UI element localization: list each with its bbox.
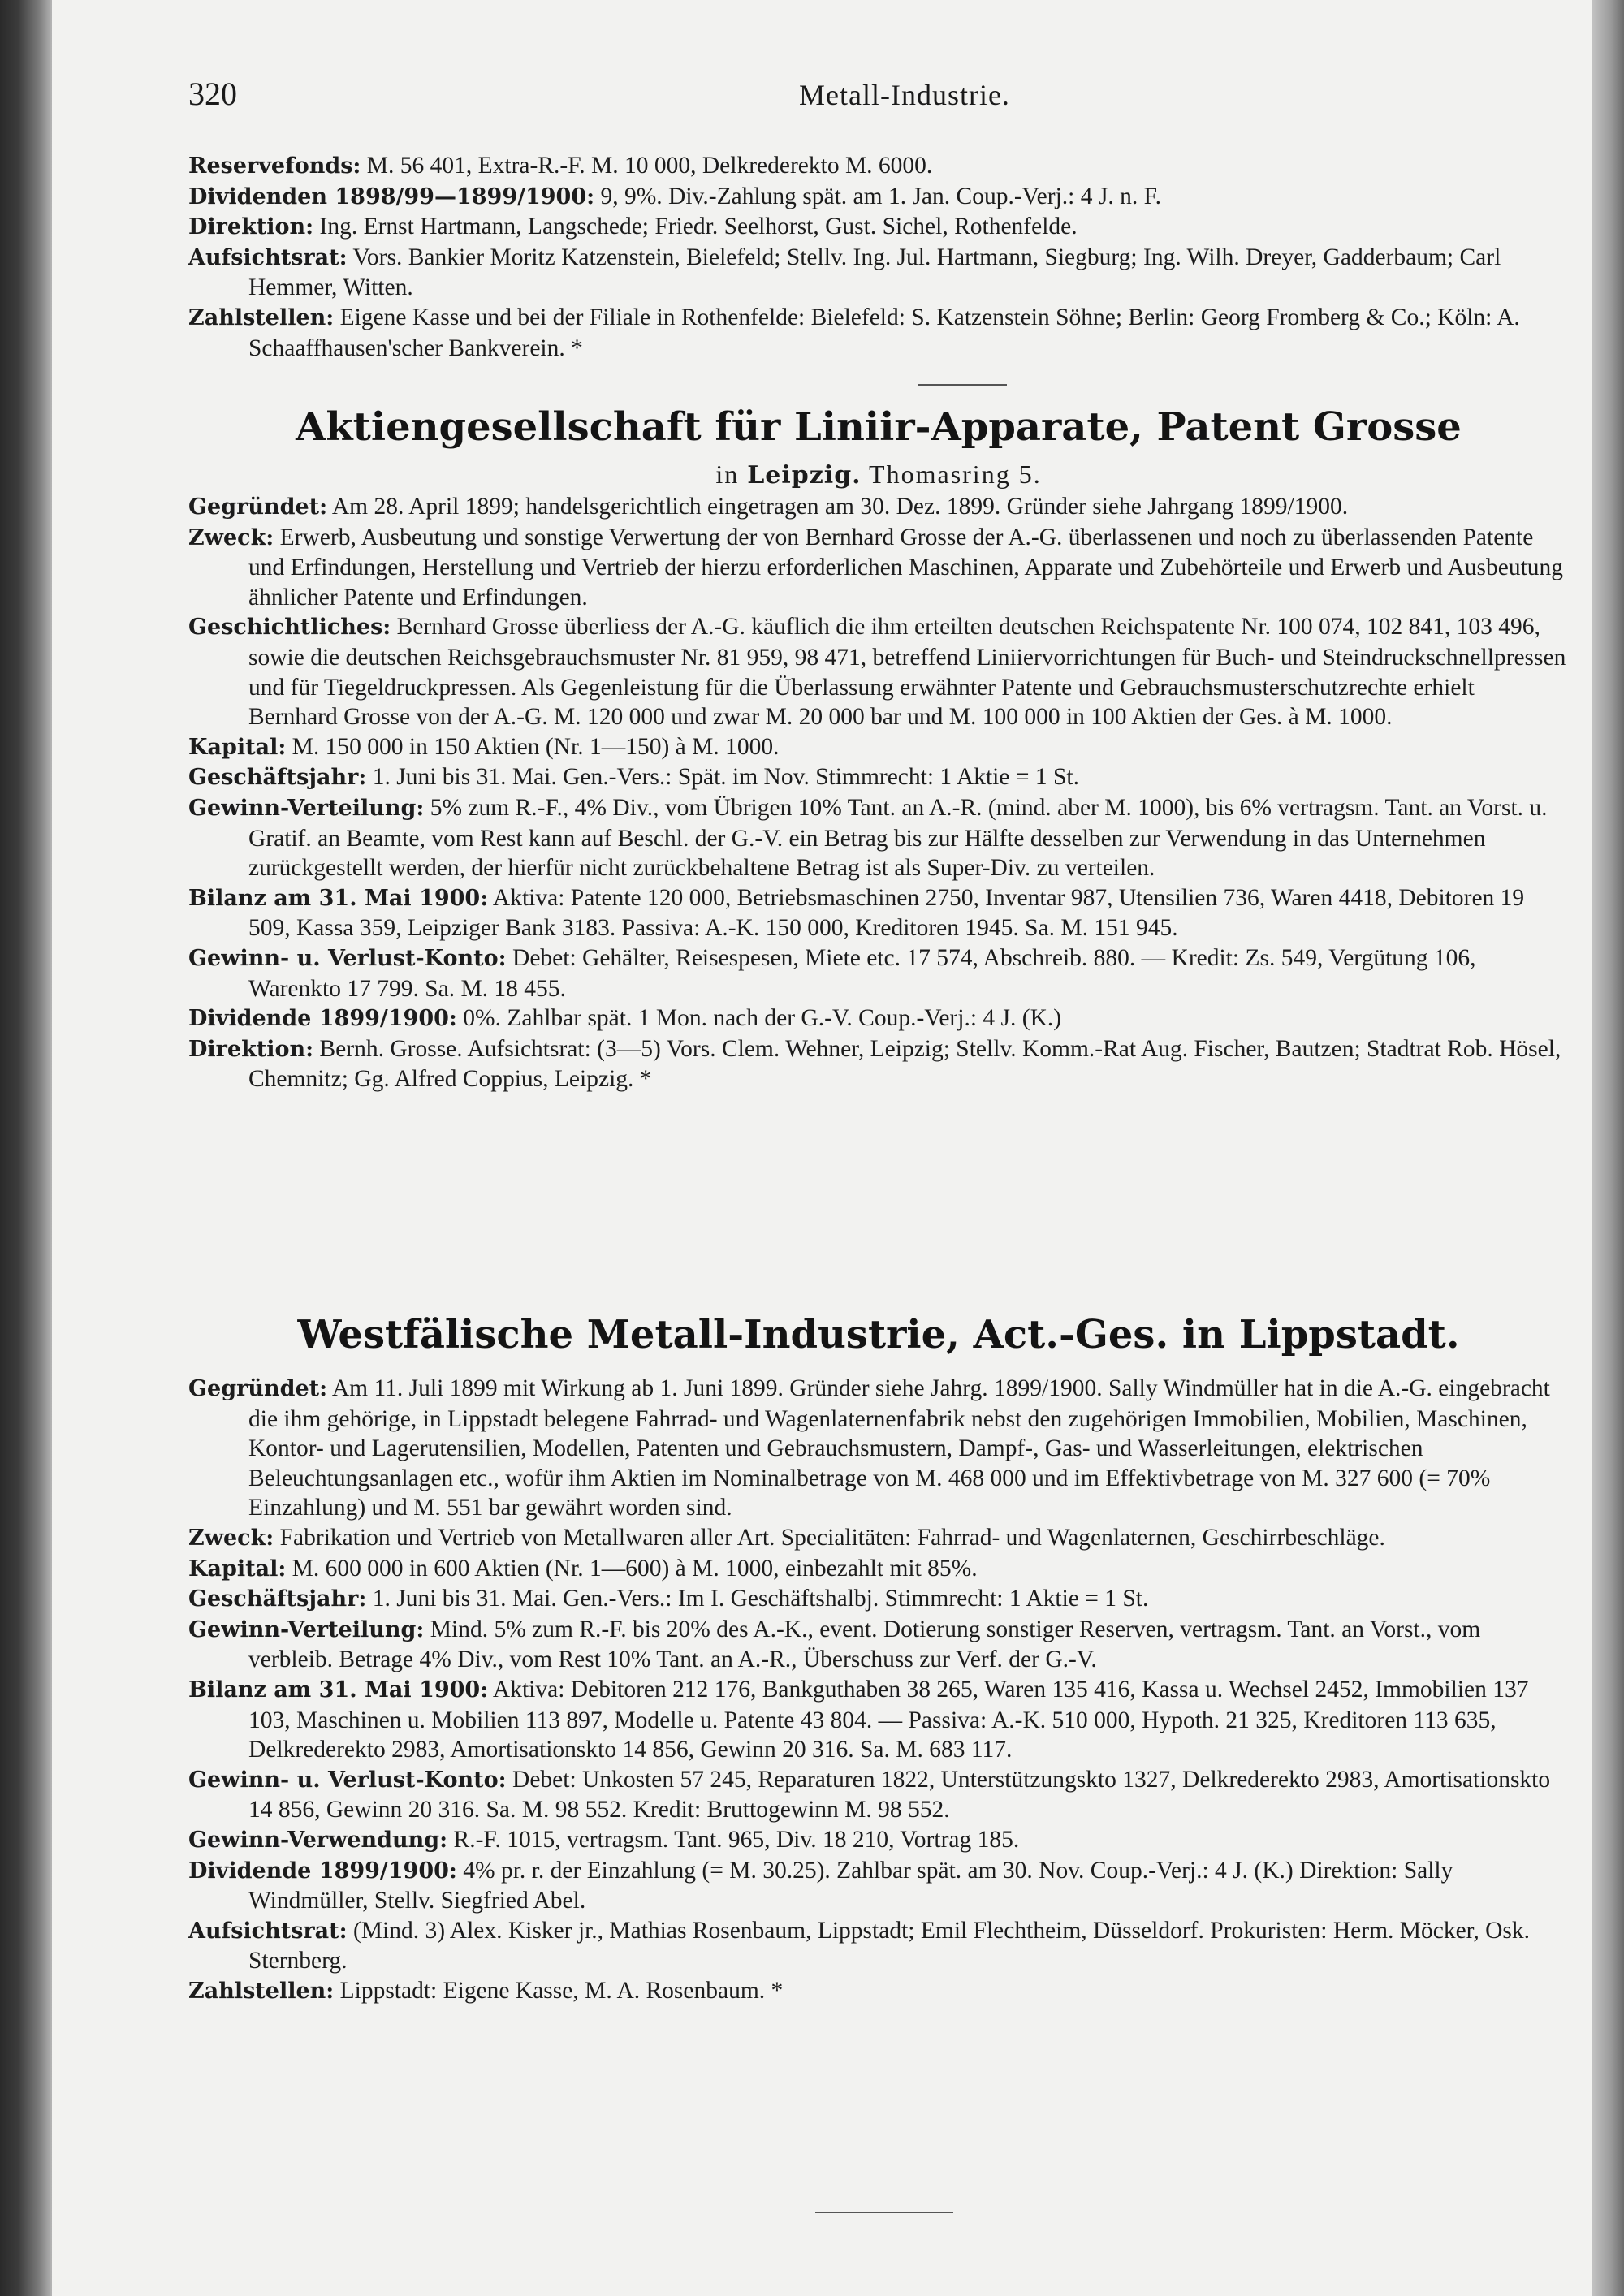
entry-line <box>188 1003 1569 1034</box>
scan-edge-shadow <box>1592 0 1624 2296</box>
field-label: Reservefonds: <box>188 153 361 179</box>
entry-line <box>188 1856 1569 1916</box>
page-header <box>188 75 1569 120</box>
field-text: M. 150 000 in 150 Aktien (Nr. 1—150) à M. 1000. <box>286 733 780 760</box>
field-label: Kapital: <box>188 734 287 760</box>
field-label: Gewinn- u. Verlust-Konto: <box>188 1767 507 1793</box>
field-text: Debet: Gehälter, Reisespesen, Miete etc. 17 574, Abschreib. 880. — Kredit: Zs. 549, Vergütung 106, Warenkto 17 799. Sa. M. 18 455. <box>248 944 1476 1002</box>
subtitle-address: Thomasring 5. <box>869 460 1042 489</box>
field-text: 9, 9%. Div.-Zahlung spät. am 1. Jan. Coup.-Verj.: 4 J. n. F. <box>594 183 1162 209</box>
entry-subtitle-liniir <box>188 460 1569 490</box>
entry-title-liniir: Aktiengesellschaft für Liniir-Apparate, Patent Grosse <box>296 404 1462 450</box>
subtitle-city: Leipzig. <box>747 461 862 490</box>
field-label: Gegründet: <box>188 1376 328 1401</box>
page-number: 320 <box>188 76 237 112</box>
scan-binding-shadow <box>0 0 52 2296</box>
field-text: Mind. 5% zum R.-F. bis 20% des A.-K., event. Dotierung sonstiger Reserven, vertragsm. Tant. an Vorst., vom verbleib. Betrage 4% Div., vom Rest 10% Tant. an A.-R., Überschuss zur Verf. der G.-V. <box>248 1616 1481 1673</box>
entry-line <box>188 1554 1569 1585</box>
entry-line <box>188 1034 1569 1094</box>
entry-line <box>188 1825 1569 1856</box>
field-label: Dividende 1899/1900: <box>188 1006 457 1032</box>
field-label: Zahlstellen: <box>188 304 335 330</box>
field-label: Gewinn-Verwendung: <box>188 1827 448 1853</box>
section-divider <box>815 2212 953 2213</box>
entry-line <box>188 762 1569 793</box>
entry-line <box>188 943 1569 1003</box>
entry-line <box>188 1374 1569 1523</box>
entry-kettwig-continuation <box>188 151 1569 363</box>
entry-line <box>188 732 1569 763</box>
entry-line <box>188 1765 1569 1825</box>
field-label: Zahlstellen: <box>188 1978 335 2004</box>
subtitle-prefix: in <box>715 460 740 489</box>
field-text: Debet: Unkosten 57 245, Reparaturen 1822, Unterstützungskto 1327, Delkrederekto 2983, Amortisationskto 14 856, Gewinn 20 316. Sa. M. 98 552. Kredit: Bruttogewinn M. 98 552. <box>248 1766 1551 1823</box>
field-label: Bilanz am 31. Mai 1900: <box>188 1677 489 1703</box>
field-label: Dividende 1899/1900: <box>188 1858 457 1884</box>
field-text: M. 56 401, Extra-R.-F. M. 10 000, Delkrederekto M. 6000. <box>361 153 933 179</box>
field-text: 4% pr. r. der Einzahlung (= M. 30.25). Zahlbar spät. am 30. Nov. Coup.-Verj.: 4 J. (K.) Direktion: Sally Windmüller, Stellv. Siegfried Abel. <box>248 1857 1453 1914</box>
field-text: Ing. Ernst Hartmann, Langschede; Friedr. Seelhorst, Gust. Sichel, Rothenfelde. <box>313 214 1078 240</box>
field-label: Geschäftsjahr: <box>188 1586 367 1612</box>
entry-line <box>188 151 1569 182</box>
field-label: Gewinn-Verteilung: <box>188 1616 425 1642</box>
field-label: Geschäftsjahr: <box>188 765 367 791</box>
entry-line <box>188 612 1569 732</box>
field-label: Gewinn- u. Verlust-Konto: <box>188 945 507 971</box>
field-text: Aktiva: Debitoren 212 176, Bankguthaben 38 265, Waren 135 416, Kassa u. Wechsel 2452, Immobilien 137 103, Maschinen u. Mobilien 113 897, Modelle u. Patente 43 804. — Passiva: A.-K. 510 000, Hypoth. 21 325, Kreditoren 113 635, Delkrederekto 2983, Amortisationskto 14 856, Gewinn 20 316. Sa. M. 683 117. <box>248 1676 1529 1763</box>
field-text: R.-F. 1015, vertragsm. Tant. 965, Div. 18 210, Vortrag 185. <box>447 1826 1020 1853</box>
field-text: Bernh. Grosse. Aufsichtsrat: (3—5) Vors. Clem. Wehner, Leipzig; Stellv. Komm.-Rat Aug. Fischer, Bautzen; Stadtrat Rob. Hösel, Chemnitz; Gg. Alfred Coppius, Leipzig. * <box>248 1035 1561 1093</box>
entry-line <box>188 492 1569 523</box>
field-text: Eigene Kasse und bei der Filiale in Rothenfelde: Bielefeld: S. Katzenstein Söhne; Berlin: Georg Fromberg & Co.; Köln: A. Schaaffhausen'scher Bankverein. * <box>248 304 1520 361</box>
entry-title-westfaelische: Westfälische Metall-Industrie, Act.-Ges. in Lippstadt. <box>297 1312 1460 1357</box>
entry-liniir-body <box>188 492 1569 1094</box>
field-label: Aufsichtsrat: <box>188 1918 348 1944</box>
entry-line <box>188 523 1569 613</box>
entry-line <box>188 1976 1569 2007</box>
field-text: 1. Juni bis 31. Mai. Gen.-Vers.: Im I. Geschäftshalbj. Stimmrecht: 1 Aktie = 1 St. <box>366 1586 1149 1612</box>
entry-line <box>188 1615 1569 1675</box>
entry-line <box>188 212 1569 243</box>
entry-line <box>188 243 1569 303</box>
field-label: Gewinn-Verteilung: <box>188 795 425 821</box>
field-text: Fabrikation und Vertrieb von Metallwaren aller Art. Specialitäten: Fahrrad- und Wagenlaternen, Geschirrbeschläge. <box>274 1524 1385 1551</box>
field-text: Am 11. Juli 1899 mit Wirkung ab 1. Juni 1899. Gründer siehe Jahrg. 1899/1900. Sally Windmüller hat in die A.-G. eingebracht die ihm gehörige, in Lippstadt belegene Fahrrad- und Wagenlaternenfabrik nebst den zugehörigen Immobilien, Mobilien, Maschinen, Kontor- und Lagerutensilien, Modellen, Patenten und Gebrauchsmustern, Dampf-, Gas- und Wasserleitungen, elektrischen Beleuchtungsanlagen etc., wofür ihm Aktien im Nominalbetrage von M. 468 000 und im Effektivbetrage von M. 327 600 (= 70% Einzahlung) und M. 551 bar gewährt worden sind. <box>248 1375 1550 1521</box>
field-label: Bilanz am 31. Mai 1900: <box>188 885 489 911</box>
field-label: Direktion: <box>188 214 314 240</box>
field-label: Aufsichtsrat: <box>188 244 348 270</box>
field-label: Zweck: <box>188 1525 274 1551</box>
field-label: Kapital: <box>188 1556 287 1582</box>
field-label: Zweck: <box>188 524 274 550</box>
field-text: 1. Juni bis 31. Mai. Gen.-Vers.: Spät. im Nov. Stimmrecht: 1 Aktie = 1 St. <box>366 764 1079 791</box>
field-text: 0%. Zahlbar spät. 1 Mon. nach der G.-V. Coup.-Verj.: 4 J. (K.) <box>456 1005 1062 1032</box>
entry-line <box>188 1675 1569 1765</box>
field-text: 5% zum R.-F., 4% Div., vom Übrigen 10% Tant. an A.-R. (mind. aber M. 1000), bis 6% vertragsm. Tant. an Vorst. u. Gratif. an Beamte, vom Rest kann auf Beschl. der G.-V. ein Betrag bis zur Hälfte desselben zur Verwendung in das Unternehmen zurückgestellt werden, der hierfür nicht zurückbehaltene Betrag ist als Super-Div. zu verteilen. <box>248 794 1548 882</box>
running-head: Metall-Industrie. <box>799 79 1010 111</box>
field-label: Geschichtliches: <box>188 615 391 641</box>
entry-line <box>188 793 1569 883</box>
entry-line <box>188 182 1569 213</box>
entry-westfaelische-body <box>188 1374 1569 2006</box>
field-text: Lippstadt: Eigene Kasse, M. A. Rosenbaum. * <box>334 1977 784 2004</box>
entry-line <box>188 883 1569 943</box>
field-text: Aktiva: Patente 120 000, Betriebsmaschinen 2750, Inventar 987, Utensilien 736, Waren 4418, Debitoren 19 509, Kassa 359, Leipziger Bank 3183. Passiva: A.-K. 150 000, Kreditoren 1945. Sa. M. 151 945. <box>248 884 1525 942</box>
entry-line <box>188 1916 1569 1976</box>
entry-line <box>188 1523 1569 1554</box>
field-text: Bernhard Grosse überliess der A.-G. käuflich die ihm erteilten deutschen Reichspatente Nr. 100 074, 102 841, 103 496, sowie die deutschen Reichsgebrauchsmuster Nr. 81 959, 98 471, betreffend Liniiervorrichtungen für Buch- und Steindruckschnellpressen und für Tiegeldruckpressen. Als Gegenleistung für die Überlassung erwähnter Patente und Gebrauchsmusterschutzrechte erhielt Bernhard Grosse von der A.-G. M. 120 000 und zwar M. 20 000 bar und M. 100 000 in 100 Aktien der Ges. à M. 1000. <box>248 614 1566 731</box>
field-label: Gegründet: <box>188 494 328 520</box>
entry-line <box>188 303 1569 363</box>
field-text: M. 600 000 in 600 Aktien (Nr. 1—600) à M. 1000, einbezahlt mit 85%. <box>286 1555 978 1582</box>
field-text: (Mind. 3) Alex. Kisker jr., Mathias Rosenbaum, Lippstadt; Emil Flechtheim, Düsseldorf. Prokuristen: Herm. Möcker, Osk. Sternberg. <box>248 1917 1530 1974</box>
entry-line <box>188 1584 1569 1615</box>
field-label: Direktion: <box>188 1036 314 1062</box>
section-divider <box>918 384 1007 386</box>
field-text: Vors. Bankier Moritz Katzenstein, Bielefeld; Stellv. Ing. Jul. Hartmann, Siegburg; Ing. Wilh. Dreyer, Gadderbaum; Carl Hemmer, Witten. <box>248 244 1501 301</box>
field-text: Am 28. April 1899; handelsgerichtlich eingetragen am 30. Dez. 1899. Gründer siehe Jahrgang 1899/1900. <box>327 494 1349 520</box>
field-label: Dividenden 1898/99—1899/1900: <box>188 183 595 209</box>
field-text: Erwerb, Ausbeutung und sonstige Verwertung der von Bernhard Grosse der A.-G. überlassenen und noch zu überlassenden Patente und Erfindungen, Herstellung und Vertrieb der hierzu erforderlichen Maschinen, Apparate und Zubehörteile und Erwerb und Ausbeutung ähnlicher Patente und Erfindungen. <box>248 524 1564 611</box>
